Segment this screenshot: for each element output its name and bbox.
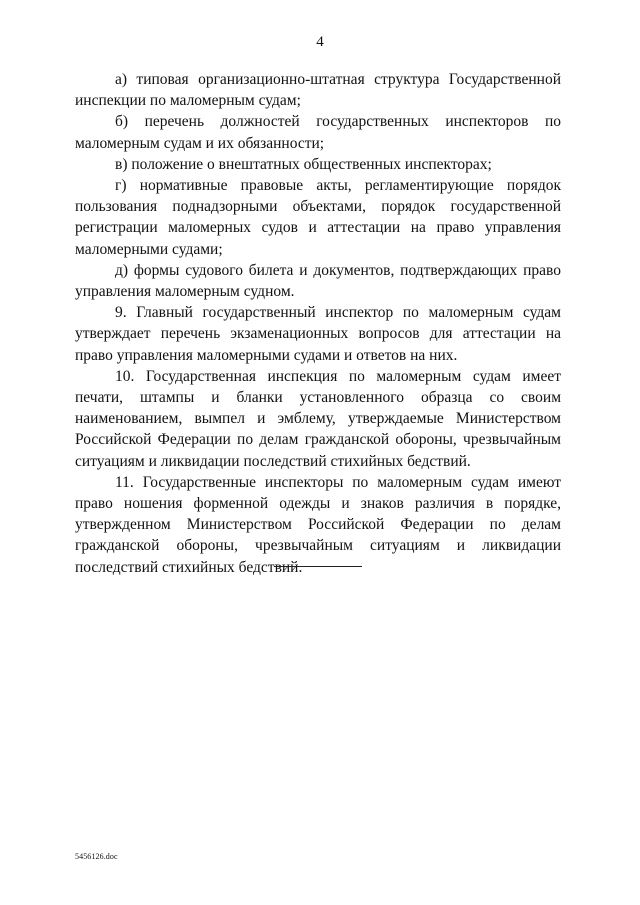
page-number: 4 bbox=[316, 34, 324, 50]
document-body bbox=[75, 69, 561, 578]
paragraph-a: а) типовая организационно-штатная структура Государственной инспекции по маломерным судам; bbox=[75, 71, 561, 110]
paragraph-9: 9. Главный государственный инспектор по маломерным судам утверждает перечень экзаменационных вопросов для аттестации на право управления маломерными судами и ответов на них. bbox=[75, 304, 561, 364]
paragraph-b: б) перечень должностей государственных инспекторов по маломерным судам и их обязанности; bbox=[75, 113, 561, 152]
paragraph-11: 11. Государственные инспекторы по маломерным судам имеют право ношения форменной одежды и знаков различия в порядке, утвержденном Министерством Российской Федерации по делам гражданской обороны, чрезвычайным ситуациям и ликвидации последствий стихийных бедствий. bbox=[75, 473, 561, 576]
footer-filename: 5456126.doc bbox=[75, 852, 118, 861]
paragraph-v: в) положение о внештатных общественных инспекторах; bbox=[115, 155, 492, 173]
end-divider-line bbox=[274, 566, 362, 567]
paragraph-d: д) формы судового билета и документов, подтверждающих право управления маломерным судном. bbox=[75, 261, 561, 301]
paragraph-g: г) нормативные правовые акты, регламентирующие порядок пользования поднадзорными объектами, порядок государственной регистрации маломерных судов и аттестации на право управления маломерными судами; bbox=[75, 177, 561, 258]
paragraph-10: 10. Государственная инспекция по маломерным судам имеет печати, штампы и бланки установленного образца со своим наименованием, вымпел и эмблему, утверждаемые Министерством Российской Федерации по делам гражданской обороны, чрезвычайным ситуациям и ликвидации последствий стихийных бедствий. bbox=[75, 367, 561, 470]
